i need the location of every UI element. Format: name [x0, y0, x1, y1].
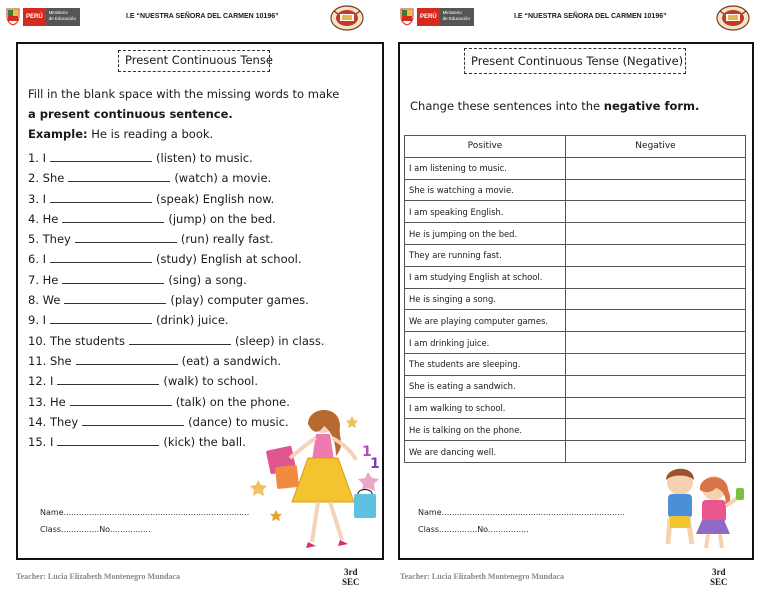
table-row	[405, 419, 746, 441]
teacher-credit: Teacher: Lucia Elizabeth Montenegro Mundaca	[16, 572, 180, 581]
item-number: 5.	[28, 232, 39, 247]
exercise-item	[28, 310, 325, 330]
table-row	[405, 266, 746, 288]
exercise-item	[28, 168, 325, 188]
grade-label	[710, 567, 728, 587]
item-number: 9.	[28, 313, 39, 328]
answer-blank[interactable]	[50, 192, 152, 203]
ministry-line2: de Educación	[442, 16, 470, 21]
answer-blank[interactable]	[64, 293, 166, 304]
shopping-girl-illustration	[250, 402, 388, 560]
teacher-credit: Teacher: Lucia Elizabeth Montenegro Mundaca	[400, 572, 564, 581]
positive-cell: He is singing a song.	[405, 288, 566, 310]
exercise-item	[28, 229, 325, 249]
item-subject: I	[42, 191, 47, 206]
table-row	[405, 332, 746, 354]
negative-form-table	[404, 135, 746, 463]
positive-cell: I am speaking English.	[405, 201, 566, 223]
column-header-negative: Negative	[566, 136, 746, 158]
table-row	[405, 244, 746, 266]
ministry-label	[440, 8, 474, 26]
table-row	[405, 179, 746, 201]
item-verb: (talk) on the phone.	[175, 394, 290, 409]
answer-blank[interactable]	[129, 334, 231, 345]
name-field[interactable]: Name.........................................................................	[40, 508, 250, 517]
header	[0, 4, 384, 34]
item-verb: (run) really fast.	[180, 232, 274, 247]
positive-cell: We are playing computer games.	[405, 310, 566, 332]
item-subject: I	[42, 252, 47, 267]
answer-blank[interactable]	[57, 374, 159, 385]
negative-cell[interactable]	[566, 332, 746, 354]
item-verb: (study) English at school.	[156, 252, 302, 267]
table-row	[405, 310, 746, 332]
positive-cell: She is eating a sandwich.	[405, 375, 566, 397]
table-row	[405, 157, 746, 179]
answer-blank[interactable]	[50, 151, 152, 162]
instruction-line1: Fill in the blank space with the missing words to make	[28, 87, 340, 101]
item-verb: (listen) to music.	[156, 151, 253, 165]
item-verb: (sleep) in class.	[234, 333, 325, 348]
table-row	[405, 288, 746, 310]
table-header-row	[405, 136, 746, 158]
worksheet-frame	[16, 42, 384, 560]
instruction-line2	[28, 104, 233, 124]
negative-cell[interactable]	[566, 288, 746, 310]
item-verb: (watch) a movie.	[174, 171, 272, 186]
kids-illustration	[652, 462, 750, 554]
answer-blank[interactable]	[76, 354, 178, 365]
svg-text:1: 1	[370, 456, 380, 472]
school-title: I.E “NUESTRA SEÑORA DEL CARMEN 10196”	[126, 13, 279, 20]
peru-shield-icon	[6, 8, 20, 26]
worksheet-title: Present Continuous Tense	[118, 50, 270, 72]
item-subject: They	[49, 414, 79, 429]
column-header-positive: Positive	[405, 136, 566, 158]
grade-line1: 3rd	[344, 567, 358, 577]
negative-cell[interactable]	[566, 179, 746, 201]
item-verb: (dance) to music.	[188, 414, 289, 429]
peru-shield-icon	[400, 8, 414, 26]
item-number: 8.	[28, 293, 39, 308]
ministry-line1: Ministerio	[442, 10, 462, 15]
positive-cell: She is watching a movie.	[405, 179, 566, 201]
item-number: 15.	[28, 435, 47, 450]
negative-cell[interactable]	[566, 223, 746, 245]
example-line	[28, 124, 213, 144]
name-field[interactable]: Name........................................................................	[418, 508, 625, 517]
school-crest-icon	[330, 5, 364, 31]
table-row	[405, 201, 746, 223]
item-number: 11.	[28, 353, 47, 368]
item-verb: (kick) the ball.	[163, 435, 246, 450]
item-number: 7.	[28, 272, 39, 287]
exercise-item	[28, 371, 325, 391]
worksheet-title: Present Continuous Tense (Negative)	[464, 48, 686, 74]
exercise-item	[28, 148, 325, 168]
grade-line2: SEC	[710, 577, 728, 587]
positive-cell: They are running fast.	[405, 244, 566, 266]
grade-line1: 3rd	[712, 567, 726, 577]
peru-label: PERÚ	[417, 8, 440, 26]
exercise-item	[28, 351, 325, 371]
item-number: 6.	[28, 252, 39, 267]
item-subject: I	[49, 435, 54, 450]
item-number: 12.	[28, 374, 47, 389]
class-field[interactable]: Class...............No................	[418, 525, 529, 534]
answer-blank[interactable]	[57, 435, 159, 446]
grade-label	[342, 567, 360, 587]
negative-cell[interactable]	[566, 157, 746, 179]
item-subject: We	[42, 293, 61, 308]
answer-blank[interactable]	[70, 395, 172, 406]
class-field[interactable]: Class...............No................	[40, 525, 151, 534]
negative-cell[interactable]	[566, 419, 746, 441]
positive-cell: I am listening to music.	[405, 157, 566, 179]
item-number: 1.	[28, 151, 39, 165]
answer-blank[interactable]	[75, 232, 177, 243]
instruction	[410, 96, 699, 116]
header	[384, 4, 768, 34]
exercise-item	[28, 189, 325, 209]
negative-cell[interactable]	[566, 397, 746, 419]
negative-cell[interactable]	[566, 201, 746, 223]
answer-blank[interactable]	[82, 415, 184, 426]
positive-cell: He is talking on the phone.	[405, 419, 566, 441]
negative-cell[interactable]	[566, 375, 746, 397]
item-subject: She	[49, 353, 72, 368]
worksheet-negative	[384, 0, 768, 594]
item-verb: (play) computer games.	[170, 293, 309, 308]
item-subject: I	[42, 313, 47, 328]
school-title: I.E “NUESTRA SEÑORA DEL CARMEN 10196”	[514, 13, 667, 20]
example-text: He is reading a book.	[91, 127, 214, 141]
school-crest-icon	[716, 5, 750, 31]
item-subject: They	[42, 232, 71, 247]
worksheet-frame	[398, 42, 754, 560]
item-number: 2.	[28, 171, 39, 186]
exercise-item	[28, 331, 325, 351]
example-label: Example:	[28, 127, 88, 141]
item-verb: (eat) a sandwich.	[181, 353, 282, 368]
exercise-item	[28, 209, 325, 229]
exercise-item	[28, 270, 325, 290]
instruction-prefix: Change these sentences into the	[410, 99, 601, 113]
table-row	[405, 353, 746, 375]
item-subject: I	[42, 151, 47, 165]
peru-label: PERÚ	[23, 8, 46, 26]
ministry-label	[46, 8, 80, 26]
answer-blank[interactable]	[62, 212, 164, 223]
negative-cell[interactable]	[566, 310, 746, 332]
table-row	[405, 223, 746, 245]
negative-cell[interactable]	[566, 244, 746, 266]
positive-cell: I am drinking juice.	[405, 332, 566, 354]
exercise-item	[28, 249, 325, 269]
negative-cell[interactable]	[566, 266, 746, 288]
student-info	[418, 504, 625, 538]
ministry-logo	[400, 7, 474, 27]
positive-cell: He is jumping on the bed.	[405, 223, 566, 245]
table-row	[405, 375, 746, 397]
ministry-line1: Ministerio	[48, 10, 68, 15]
instruction-line2-text: a present continuous sentence.	[28, 107, 233, 121]
negative-cell[interactable]	[566, 353, 746, 375]
table-row	[405, 441, 746, 463]
exercise-item	[28, 290, 325, 310]
item-number: 4.	[28, 211, 39, 226]
grade-line2: SEC	[342, 577, 360, 587]
answer-blank[interactable]	[62, 273, 164, 284]
positive-cell: I am studying English at school.	[405, 266, 566, 288]
answer-blank[interactable]	[68, 171, 170, 182]
negative-cell[interactable]	[566, 441, 746, 463]
positive-cell: We are dancing well.	[405, 441, 566, 463]
svg-text:1: 1	[362, 444, 372, 460]
answer-blank[interactable]	[50, 252, 152, 263]
item-number: 13.	[28, 394, 47, 409]
item-subject: She	[42, 171, 65, 186]
item-verb: (jump) on the bed.	[168, 211, 276, 226]
instruction-bold: negative form.	[603, 99, 700, 113]
student-info	[40, 504, 249, 538]
item-number: 10.	[28, 333, 47, 348]
table-row	[405, 397, 746, 419]
ministry-line2: de Educación	[48, 16, 76, 21]
ministry-logo	[6, 7, 80, 27]
item-subject: I	[49, 374, 54, 389]
item-verb: (walk) to school.	[163, 374, 259, 389]
positive-cell: I am walking to school.	[405, 397, 566, 419]
item-verb: (drink) juice.	[156, 313, 229, 328]
item-subject: The students	[49, 333, 125, 348]
item-subject: He	[42, 272, 59, 287]
item-number: 3.	[28, 191, 39, 206]
positive-cell: The students are sleeping.	[405, 353, 566, 375]
answer-blank[interactable]	[50, 313, 152, 324]
item-subject: He	[42, 211, 59, 226]
item-verb: (speak) English now.	[156, 191, 275, 206]
item-verb: (sing) a song.	[168, 272, 247, 287]
item-subject: He	[49, 394, 66, 409]
item-number: 14.	[28, 414, 47, 429]
